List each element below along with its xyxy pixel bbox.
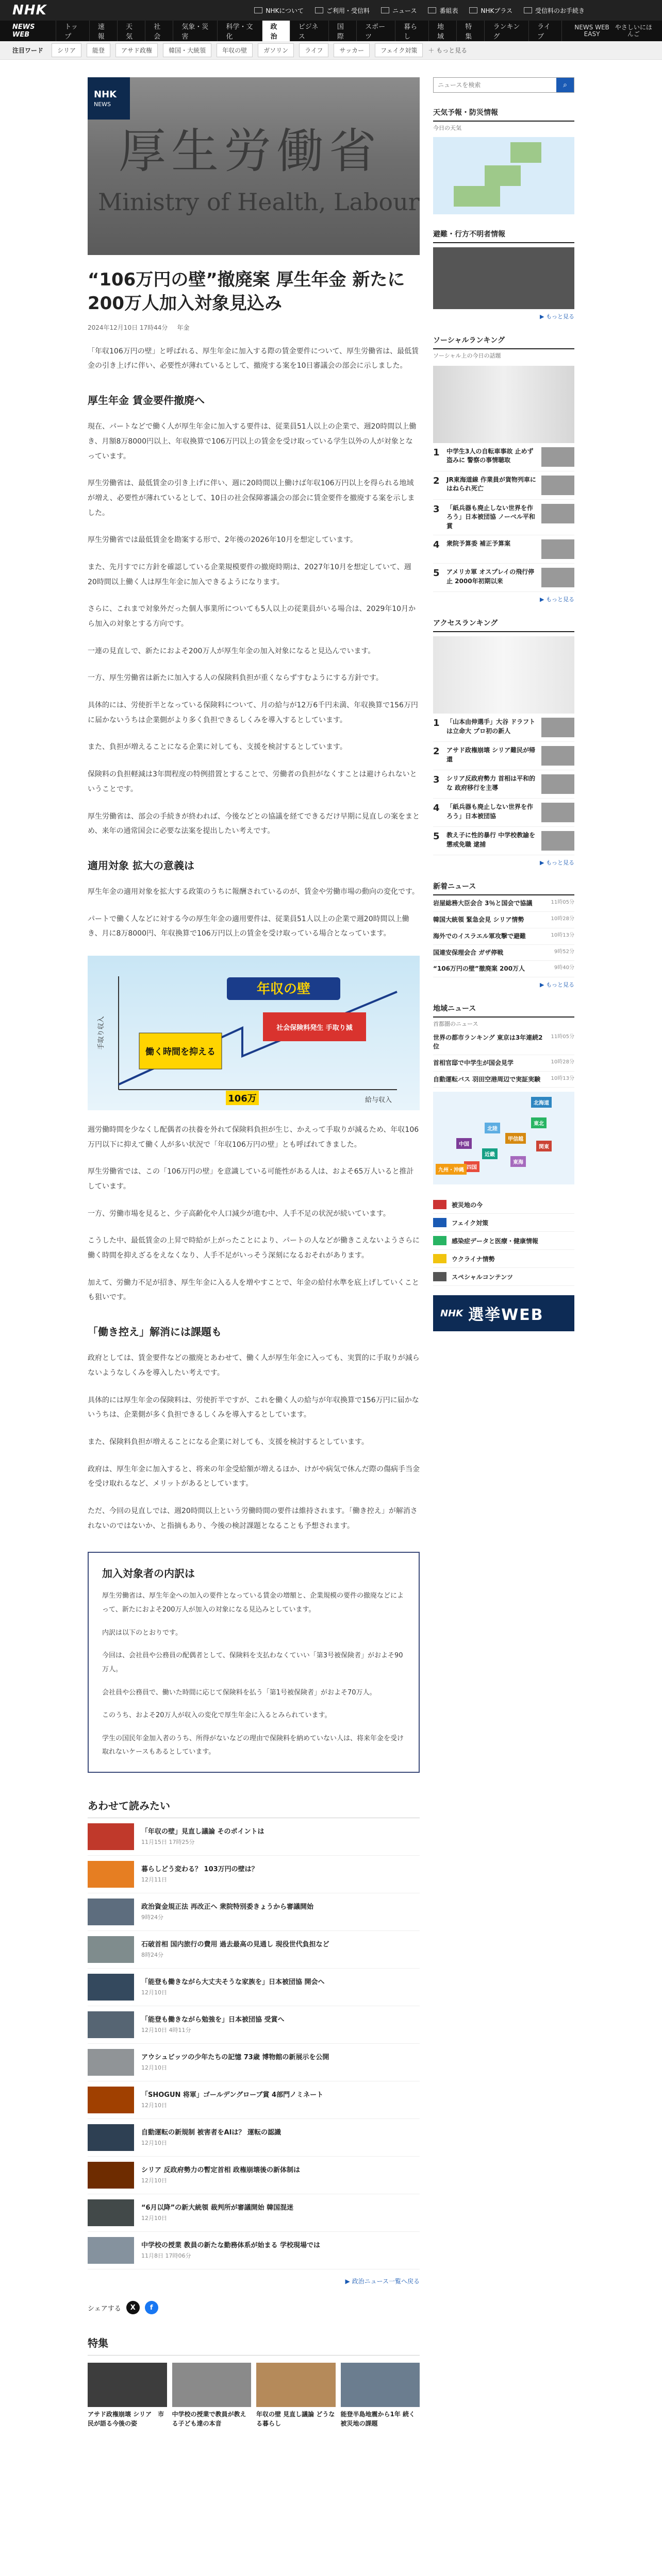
article-meta — [88, 323, 420, 332]
nav-item-region[interactable]: 地域 — [428, 21, 456, 41]
nav-item-politics[interactable]: 政治 — [262, 21, 290, 41]
nhk-news-badge: NHK NEWS — [88, 77, 130, 120]
region-map — [433, 1092, 574, 1184]
search-box — [433, 77, 574, 93]
ranking-item[interactable]: 1 「山本由伸選手」大谷 ドラフトは立命大 プロ初の新人 — [433, 714, 574, 742]
paragraph: 保険料の負担軽減は3年間程度の特例措置とすることで、労働者の負担がなくすことは避けられないということです。 — [88, 770, 417, 793]
schedule-icon — [428, 7, 436, 13]
nav-item-breaking[interactable]: 速報 — [89, 21, 117, 41]
paragraph: 政府は、厚生年金に加入すると、将来の年金受給額が増えるほか、けがや病気で休んだ際の傷病手当金を受け取れるなど、メリットがあるとしています。 — [88, 1465, 420, 1488]
nav-item-feature[interactable]: 特集 — [456, 21, 484, 41]
feature-card[interactable]: アサド政権崩壊 シリア 市民が語る今後の姿 — [88, 2363, 167, 2428]
hot-words-label: 注目ワード — [12, 47, 44, 54]
thumbnail — [88, 1974, 134, 2001]
side-links — [433, 1196, 574, 1286]
side-link-health[interactable]: 感染症データと医療・健康情報 — [433, 1232, 574, 1250]
list-item[interactable]: 政治資金規正法 再改正へ 衆院特別委きょうから審議開始 9時24分 — [88, 1893, 420, 1931]
social-ranking-more-link[interactable]: ▶ もっと見る — [540, 596, 574, 603]
side-link-disaster-area[interactable]: 被災地の今 — [433, 1196, 574, 1214]
section-heading: 厚生年金 賃金要件撤廃へ — [88, 394, 205, 407]
top-link-fees[interactable]: ご利用・受信料 — [315, 6, 370, 15]
thumbnail — [541, 746, 574, 766]
new-news-box — [433, 878, 574, 989]
region-shikoku[interactable]: 四国 — [464, 1161, 479, 1172]
banner-text: 選挙WEB — [468, 1306, 544, 1325]
tv-icon — [254, 7, 262, 13]
nav-item-international[interactable]: 国際 — [328, 21, 356, 41]
region-news-box — [433, 1000, 574, 1184]
thumbnail — [541, 803, 574, 822]
nav-item-easy[interactable]: NEWS WEB EASY やさしいにほんご — [561, 21, 662, 41]
ministry-plate-en: Ministry of Health, Labour — [98, 188, 420, 216]
thumbnail — [88, 2049, 134, 2076]
region-heading: 地域ニュース — [433, 1000, 574, 1018]
ranking-photo[interactable] — [433, 366, 574, 443]
facebook-share-icon[interactable]: f — [145, 2301, 158, 2314]
feature-section — [88, 2335, 420, 2428]
thumbnail — [541, 504, 574, 523]
section-heading: 「働き控え」解消には課題も — [88, 1326, 222, 1338]
thumbnail — [88, 1823, 134, 1850]
paragraph: また、先月すでに方針を確認している企業規模要件の撤廃時期は、2027年10月を想定していて、週20時間以上働く人は厚生年金に加入できるようになります。 — [88, 563, 411, 586]
article-category[interactable]: 年金 — [177, 324, 190, 331]
feature-card[interactable]: 能登半島地震から1年 続く被災地の課題 — [341, 2363, 420, 2428]
hot-words-bar — [0, 41, 662, 60]
paragraph: 一方、労働市場を見ると、少子高齢化や人口減少が進む中、人手不足の状況が続いています。 — [88, 1209, 390, 1218]
list-item[interactable]: 海外でのイスラエル軍攻撃で避難 10時13分 — [433, 928, 574, 945]
link-icon — [433, 1218, 446, 1227]
list-item[interactable]: 自動運転バス 羽田空港周辺で実証実験 10時13分 — [433, 1072, 574, 1088]
ranking-item[interactable]: 5 教え子に性的暴行 中学校教諭を懲戒免職 逮捕 — [433, 827, 574, 855]
x-share-icon[interactable]: X — [126, 2301, 140, 2314]
list-item[interactable]: アウシュビッツの少年たちの記憶 73歳 博物館の新展示を公開 12月10日 — [88, 2044, 420, 2081]
nav-item-weather[interactable]: 天気 — [117, 21, 145, 41]
ranking-item[interactable]: 2 アサド政権崩壊 シリア難民が帰還 — [433, 742, 574, 770]
ranking-item[interactable]: 2 JR東海道線 作業員が貨物列車にはねられ死亡 — [433, 471, 574, 500]
list-item[interactable]: “106万円の壁”撤廃案 200万人 9時40分 — [433, 961, 574, 977]
hot-word-tag[interactable]: 能登 — [87, 43, 110, 57]
region-kinki[interactable]: 近畿 — [482, 1148, 498, 1159]
list-item[interactable]: 中学校の授業 教員の新たな勤務体系が始まる 学校現場では 11月8日 17時06分 — [88, 2232, 420, 2269]
thumbnail — [88, 1861, 134, 1888]
paragraph: 今回は、会社員や公務員の配偶者として、保険料を支払わなくていい「第3号被保険者」がおよそ90万人。 — [102, 1652, 403, 1673]
paragraph: 加えて、労働力不足が招き、厚生年金に入る人を増やすことで、年金の給付水準を底上げしていくことも狙いです。 — [88, 1278, 419, 1302]
election-web-banner[interactable] — [433, 1295, 574, 1331]
work-limit-label: 働く時間を抑える — [145, 1046, 216, 1057]
hot-word-tag[interactable]: シリア — [52, 43, 81, 57]
paragraph: こうした中、最低賃金の上昇で時給が上がったことにより、パートの人などが働きこえないようさらに働く時間を抑えざるをえなくなり、人手不足がいっそう深刻になるおそれがあります。 — [88, 1236, 420, 1260]
ranking-item[interactable]: 3 シリア反政府勢力 首相は平和的な 政府移行を主導 — [433, 770, 574, 799]
hero-image — [88, 77, 420, 255]
list-item[interactable]: 「SHOGUN 将軍」ゴールデングローブ賞 4部門ノミネート 12月10日 — [88, 2081, 420, 2119]
paragraph: 厚生労働省では、この「106万円の壁」を意識している可能性がある人は、およそ65万人いると推計しています。 — [88, 1167, 414, 1191]
link-icon — [433, 1254, 446, 1263]
nav-item-live[interactable]: ライブ — [528, 21, 561, 41]
plus-icon — [469, 7, 477, 13]
hot-word-tag[interactable]: アサド政権 — [115, 43, 158, 57]
paragraph: 会社員や公務員で、働いた時間に応じて保険料を払う「第1号被保険者」がおよそ70万人。 — [102, 1688, 376, 1697]
thumbnail — [88, 2011, 134, 2038]
disaster-more-link[interactable]: ▶ もっと見る — [540, 313, 574, 320]
income-wall-diagram — [88, 956, 420, 1110]
map-land — [485, 165, 521, 186]
region-tokai[interactable]: 東海 — [510, 1156, 526, 1167]
thumbnail — [88, 1899, 134, 1925]
region-hokuriku[interactable]: 北陸 — [485, 1123, 500, 1133]
top-link-procedure[interactable]: 受信料のお手続き — [524, 6, 585, 15]
card-icon — [315, 7, 323, 13]
article-date: 2024年12月10日 17時44分 — [88, 324, 168, 331]
paragraph: 「年収106万円の壁」と呼ばれる、厚生年金に加入する際の賃金要件について、厚生労働省は、最低賃金の引き上げに伴い、必要性が薄れているとして、撤廃する案を10日審議会の部会に示しました。 — [88, 347, 419, 370]
news-web-brand[interactable]: NEWS WEB — [12, 23, 35, 39]
breakdown-box — [88, 1552, 420, 1773]
list-item[interactable]: 自動運転の新規制 被害者をAIは？ 運転の認識 12月10日 — [88, 2119, 420, 2157]
map-land — [454, 186, 500, 207]
list-item[interactable]: 国連安保理会合 ガザ停戦 9時52分 — [433, 945, 574, 961]
thumbnail — [541, 774, 574, 794]
thumbnail — [88, 2199, 134, 2226]
top-bar — [0, 0, 662, 21]
paragraph: また、保険料負担が増えることになる企業に対しても、支援を検討するとしています。 — [88, 1437, 369, 1446]
paragraph: 具体的には、労使折半となっている保険料について、月の給与が12万6千円未満、年収換算で156万円に届かないうちは企業側がより多く負担できるしくみを導入するとしています。 — [88, 701, 418, 724]
new-news-heading: 新着ニュース — [433, 878, 574, 895]
hot-word-tag[interactable]: フェイク対策 — [375, 43, 423, 57]
breakdown-title: 加入対象者の内訳は — [102, 1567, 195, 1580]
thumbnail — [88, 2087, 134, 2113]
procedure-icon — [524, 7, 532, 13]
related-articles — [88, 1798, 420, 2285]
list-item[interactable]: シリア 反政府勢力の暫定首相 政権崩壊後の新体制は 12月10日 — [88, 2157, 420, 2194]
region-koshinetsu[interactable]: 甲信越 — [505, 1133, 526, 1144]
thumbnail — [88, 1936, 134, 1963]
hot-words-more-link[interactable]: ＋ もっと見る — [428, 47, 468, 54]
nav-item-ranking[interactable]: ランキング — [484, 21, 528, 41]
top-links — [254, 6, 585, 15]
top-link-news[interactable]: ニュース — [381, 6, 417, 15]
news-icon — [381, 7, 389, 13]
region-chugoku[interactable]: 中国 — [456, 1138, 472, 1149]
sidebar — [433, 77, 574, 1331]
list-item[interactable]: 「能登も働きながら大丈夫そうな家族を」日本被団協 開会へ 12月10日 — [88, 1969, 420, 2006]
paragraph: 政府としては、賃金要件などの撤廃とあわせて、働く人が厚生年金に入っても、実質的に手取りが減らないようなしくみを導入したい考えです。 — [88, 1354, 420, 1377]
thumbnail — [88, 2162, 134, 2189]
x-axis-label: 給与収入 — [365, 1096, 392, 1104]
disaster-box — [433, 226, 574, 320]
access-ranking-more-link[interactable]: ▶ もっと見る — [540, 859, 574, 867]
thumbnail — [541, 831, 574, 851]
ranking-item[interactable]: 4 「紙兵器も廃止しない世界を作ろう」日本被団協 — [433, 799, 574, 827]
ranking-item[interactable]: 3 「紙兵器も廃止しない世界を作ろう」日本被団協 ノーベル平和賞 — [433, 500, 574, 535]
region-hokkaido[interactable]: 北海道 — [531, 1097, 552, 1108]
thumbnail — [256, 2363, 336, 2407]
thumbnail — [172, 2363, 252, 2407]
share-bar — [88, 2301, 420, 2314]
nav-item-top[interactable]: トップ — [56, 21, 89, 41]
article-column — [88, 77, 420, 2428]
thumbnail — [88, 2363, 167, 2407]
section-heading: 適用対象 拡大の意義は — [88, 859, 194, 872]
ranking-item[interactable]: 4 衆院予算委 補正予算案 — [433, 535, 574, 564]
paragraph: また、負担が増えることになる企業に対しても、支援を検討するとしています。 — [88, 743, 347, 752]
paragraph: 一方、厚生労働省は新たに加入する人の保険料負担が重くならずすむようにする方針です。 — [88, 674, 383, 683]
nav-item-sports[interactable]: スポーツ — [356, 21, 395, 41]
thumbnail — [341, 2363, 420, 2407]
article-body — [88, 344, 420, 1534]
tick-label: 106万 — [228, 1093, 257, 1104]
feature-card[interactable]: 年収の壁 見直し議論 どうなる暮らし — [256, 2363, 336, 2428]
list-item[interactable]: “6月以降”の新大統領 裁判所が審議開始 韓国混迷 12月10日 — [88, 2194, 420, 2232]
disaster-heading[interactable]: 避難・行方不明者情報 — [433, 226, 574, 243]
income-wall-svg — [88, 956, 420, 1110]
paragraph: 内訳は以下のとおりです。 — [102, 1629, 182, 1637]
weather-box — [433, 104, 574, 214]
weather-heading[interactable]: 天気予報・防災情報 — [433, 104, 574, 122]
hot-word-tag[interactable]: ガソリン — [258, 43, 294, 57]
region-tohoku[interactable]: 東北 — [531, 1117, 547, 1128]
article-title: “106万円の壁”撤廃案 厚生年金 新たに200万人加入対象見込み — [88, 269, 405, 314]
thumbnail — [541, 447, 574, 467]
side-link-fake[interactable]: フェイク対策 — [433, 1214, 574, 1232]
new-news-more-link[interactable]: ▶ もっと見る — [540, 981, 574, 989]
social-ranking-sub: ソーシャル上の今日の話題 — [433, 352, 501, 359]
related-more-link[interactable]: ▶ 政治ニュース一覧へ戻る — [345, 2278, 420, 2285]
ministry-plate-jp: 厚生労働省 — [119, 124, 382, 179]
hot-word-tag[interactable]: サッカー — [334, 43, 370, 57]
top-link-about[interactable]: NHKについて — [254, 6, 304, 15]
top-link-plus[interactable]: NHKプラス — [469, 6, 512, 15]
link-icon — [433, 1200, 446, 1209]
social-ranking-box — [433, 332, 574, 603]
thumbnail — [541, 568, 574, 587]
paragraph: 厚生労働省は、部会の手続きが終われば、今後などとの協議を経てできるだけ早期に見直しの案をまとめ、来年の通常国会に必要な法案を提出したい考えです。 — [88, 812, 420, 836]
list-item[interactable]: 韓国大統領 緊急会見 シリア情勢 10時28分 — [433, 912, 574, 928]
feature-heading: 特集 — [88, 2335, 420, 2355]
thumbnail — [541, 476, 574, 495]
list-item[interactable]: 石破首相 国内旅行の費用 過去最高の見通し 現役世代負担など 8時24分 — [88, 1931, 420, 1969]
search-input[interactable] — [434, 78, 556, 92]
region-sub: 首都圏のニュース — [433, 1021, 478, 1028]
nav-item-life[interactable]: 暮らし — [395, 21, 428, 41]
thumbnail — [88, 2124, 134, 2151]
list-item[interactable]: 岩屋総務大臣会合 3％と国会で協議 11時05分 — [433, 895, 574, 912]
banner-nhk: NHK — [440, 1308, 464, 1319]
nhk-logo[interactable]: NHK — [12, 3, 47, 18]
feature-row — [88, 2363, 420, 2428]
paragraph: ただ、今回の見直しでは、週20時間以上という労働時間の要件は維持されます。「働き控え」が解消されないのではないか、と指摘もあり、今後の検討課題となることも予想されます。 — [88, 1506, 418, 1530]
paragraph: 一連の見直しで、新たにおよそ200万人が厚生年金の加入対象になると見込んでいます。 — [88, 647, 375, 655]
paragraph: 現在、パートなどで働く人が厚生年金に加入する要件は、従業員51人以上の企業で、週20時間以上働き、月額8万8000円以上、年収換算で106万円以上の賃金を受け取っている学生以外の人が対象となっています。 — [88, 422, 417, 461]
paragraph: 週労働時間を少なくし配偶者の扶養を外れて保険料負担が生じ、かえって手取りが減るため、年収106万円以下に抑えて働く人が多い状況で「年収106万円の壁」とも呼ばれてきました。 — [88, 1125, 419, 1149]
nav-item-business[interactable]: ビジネス — [290, 21, 328, 41]
weather-sub: 今日の天気 — [433, 125, 461, 131]
thumbnail — [541, 718, 574, 737]
side-link-ukraine[interactable]: ウクライナ情勢 — [433, 1250, 574, 1268]
region-kanto[interactable]: 関東 — [536, 1141, 552, 1151]
ranking-item[interactable]: 5 アメリカ軍 オスプレイの飛行停止 2000年初期以来 — [433, 564, 574, 592]
link-icon — [433, 1236, 446, 1245]
hot-word-tag[interactable]: ライフ — [299, 43, 328, 57]
paragraph: 学生の国民年金加入者のうち、所得がないなどの理由で保険料を納めていない人は、将来年金を受け取れないケースもあるとしています。 — [102, 1734, 404, 1756]
social-ranking-heading: ソーシャルランキング — [433, 332, 574, 349]
paragraph: 厚生労働省では最低賃金を勘案する形で、2年後の2026年10月を想定しています。 — [88, 536, 357, 545]
paragraph: 厚生労働省は、厚生年金への加入の要件となっている賃金の増額と、企業規模の要件の撤廃などによって、新たにおよそ200万人が加入の対象になる見込みとしています。 — [102, 1592, 404, 1614]
nav-item-society[interactable]: 社会 — [145, 21, 173, 41]
side-link-special[interactable]: スペシャルコンテンツ — [433, 1268, 574, 1286]
search-icon: ⌕ — [563, 81, 567, 89]
search-button[interactable] — [556, 78, 574, 92]
disaster-image[interactable] — [433, 247, 574, 309]
paragraph: 厚生労働省は、最低賃金の引き上げに伴い、週に20時間以上働けば年収106万円以上を得られる地域が増え、必要性が薄れているとして、10日の社会保障審議会の部会に賃金要件を撤廃する案を示しました。 — [88, 479, 415, 517]
map-land — [510, 142, 541, 163]
feature-card[interactable]: 中学校の授業で教員が教える子ども達の本音 — [172, 2363, 252, 2428]
nav-item-science[interactable]: 科学・文化 — [217, 21, 261, 41]
social-insurance-label: 社会保険料発生 手取り減 — [276, 1024, 353, 1032]
region-kyushu[interactable]: 九州・沖縄 — [436, 1164, 467, 1175]
hot-word-tag[interactable]: 年収の壁 — [217, 43, 253, 57]
chart-title: 年収の壁 — [256, 981, 311, 997]
paragraph: 具体的には厚生年金の保険料は、労使折半ですが、これを働く人の給与が年収換算で156万円に届かないうちは、企業側が多く負担できるしくみを導入するとしています。 — [88, 1396, 419, 1419]
paragraph: 厚生年金の適用対象を拡大する政策のうちに報酬されているのが、賃金や労働市場の動向の変化です。 — [88, 887, 419, 896]
paragraph: このうち、およそ20万人が収入の変化で厚生年金に入るとみられています。 — [102, 1711, 332, 1720]
paragraph: さらに、これまで対象外だった個人事業所についても5人以上の従業員がいる場合は、2029年10月から加入の対象とする方向です。 — [88, 605, 416, 629]
access-ranking-box — [433, 615, 574, 867]
ranking-item[interactable]: 1 中学生3人の自転車事故 止めず盗みに 警察の事情聴取 — [433, 443, 574, 471]
weather-map[interactable] — [433, 137, 574, 214]
paragraph: パートで働く人などに対する今の厚生年金の適用要件は、従業員51人以上の企業で週20時間以上働き、月に8万8000円、年収換算で106万円以上の賃金を受け取っている場合となっています。 — [88, 914, 409, 938]
hot-word-tag[interactable]: 韓国・大統領 — [163, 43, 211, 57]
access-ranking-heading: アクセスランキング — [433, 615, 574, 632]
list-item[interactable]: 「能登も働きながら勉強を」日本被団協 受賞へ 12月10日 4時11分 — [88, 2006, 420, 2044]
y-axis-label: 手取り収入 — [97, 1016, 105, 1050]
list-item[interactable]: 「年収の壁」見直し議論 そのポイントは 11月15日 17時25分 — [88, 1818, 420, 1856]
related-heading: あわせて読みたい — [88, 1798, 420, 1818]
list-item[interactable]: 暮らしどう変わる？ 103万円の壁は？ 12月11日 — [88, 1856, 420, 1893]
link-icon — [433, 1272, 446, 1281]
thumbnail — [541, 539, 574, 559]
nav-item-disaster[interactable]: 気象・災害 — [173, 21, 217, 41]
list-item[interactable]: 世界の都市ランキング 東京は3年連続2位 11時05分 — [433, 1030, 574, 1055]
list-item[interactable]: 首相官邸で中学生が国会見学 10時28分 — [433, 1055, 574, 1072]
share-label: シェアする — [88, 2304, 121, 2313]
ranking-photo[interactable] — [433, 636, 574, 714]
main-nav — [0, 21, 662, 41]
thumbnail — [88, 2237, 134, 2264]
top-link-schedule[interactable]: 番組表 — [428, 6, 458, 15]
